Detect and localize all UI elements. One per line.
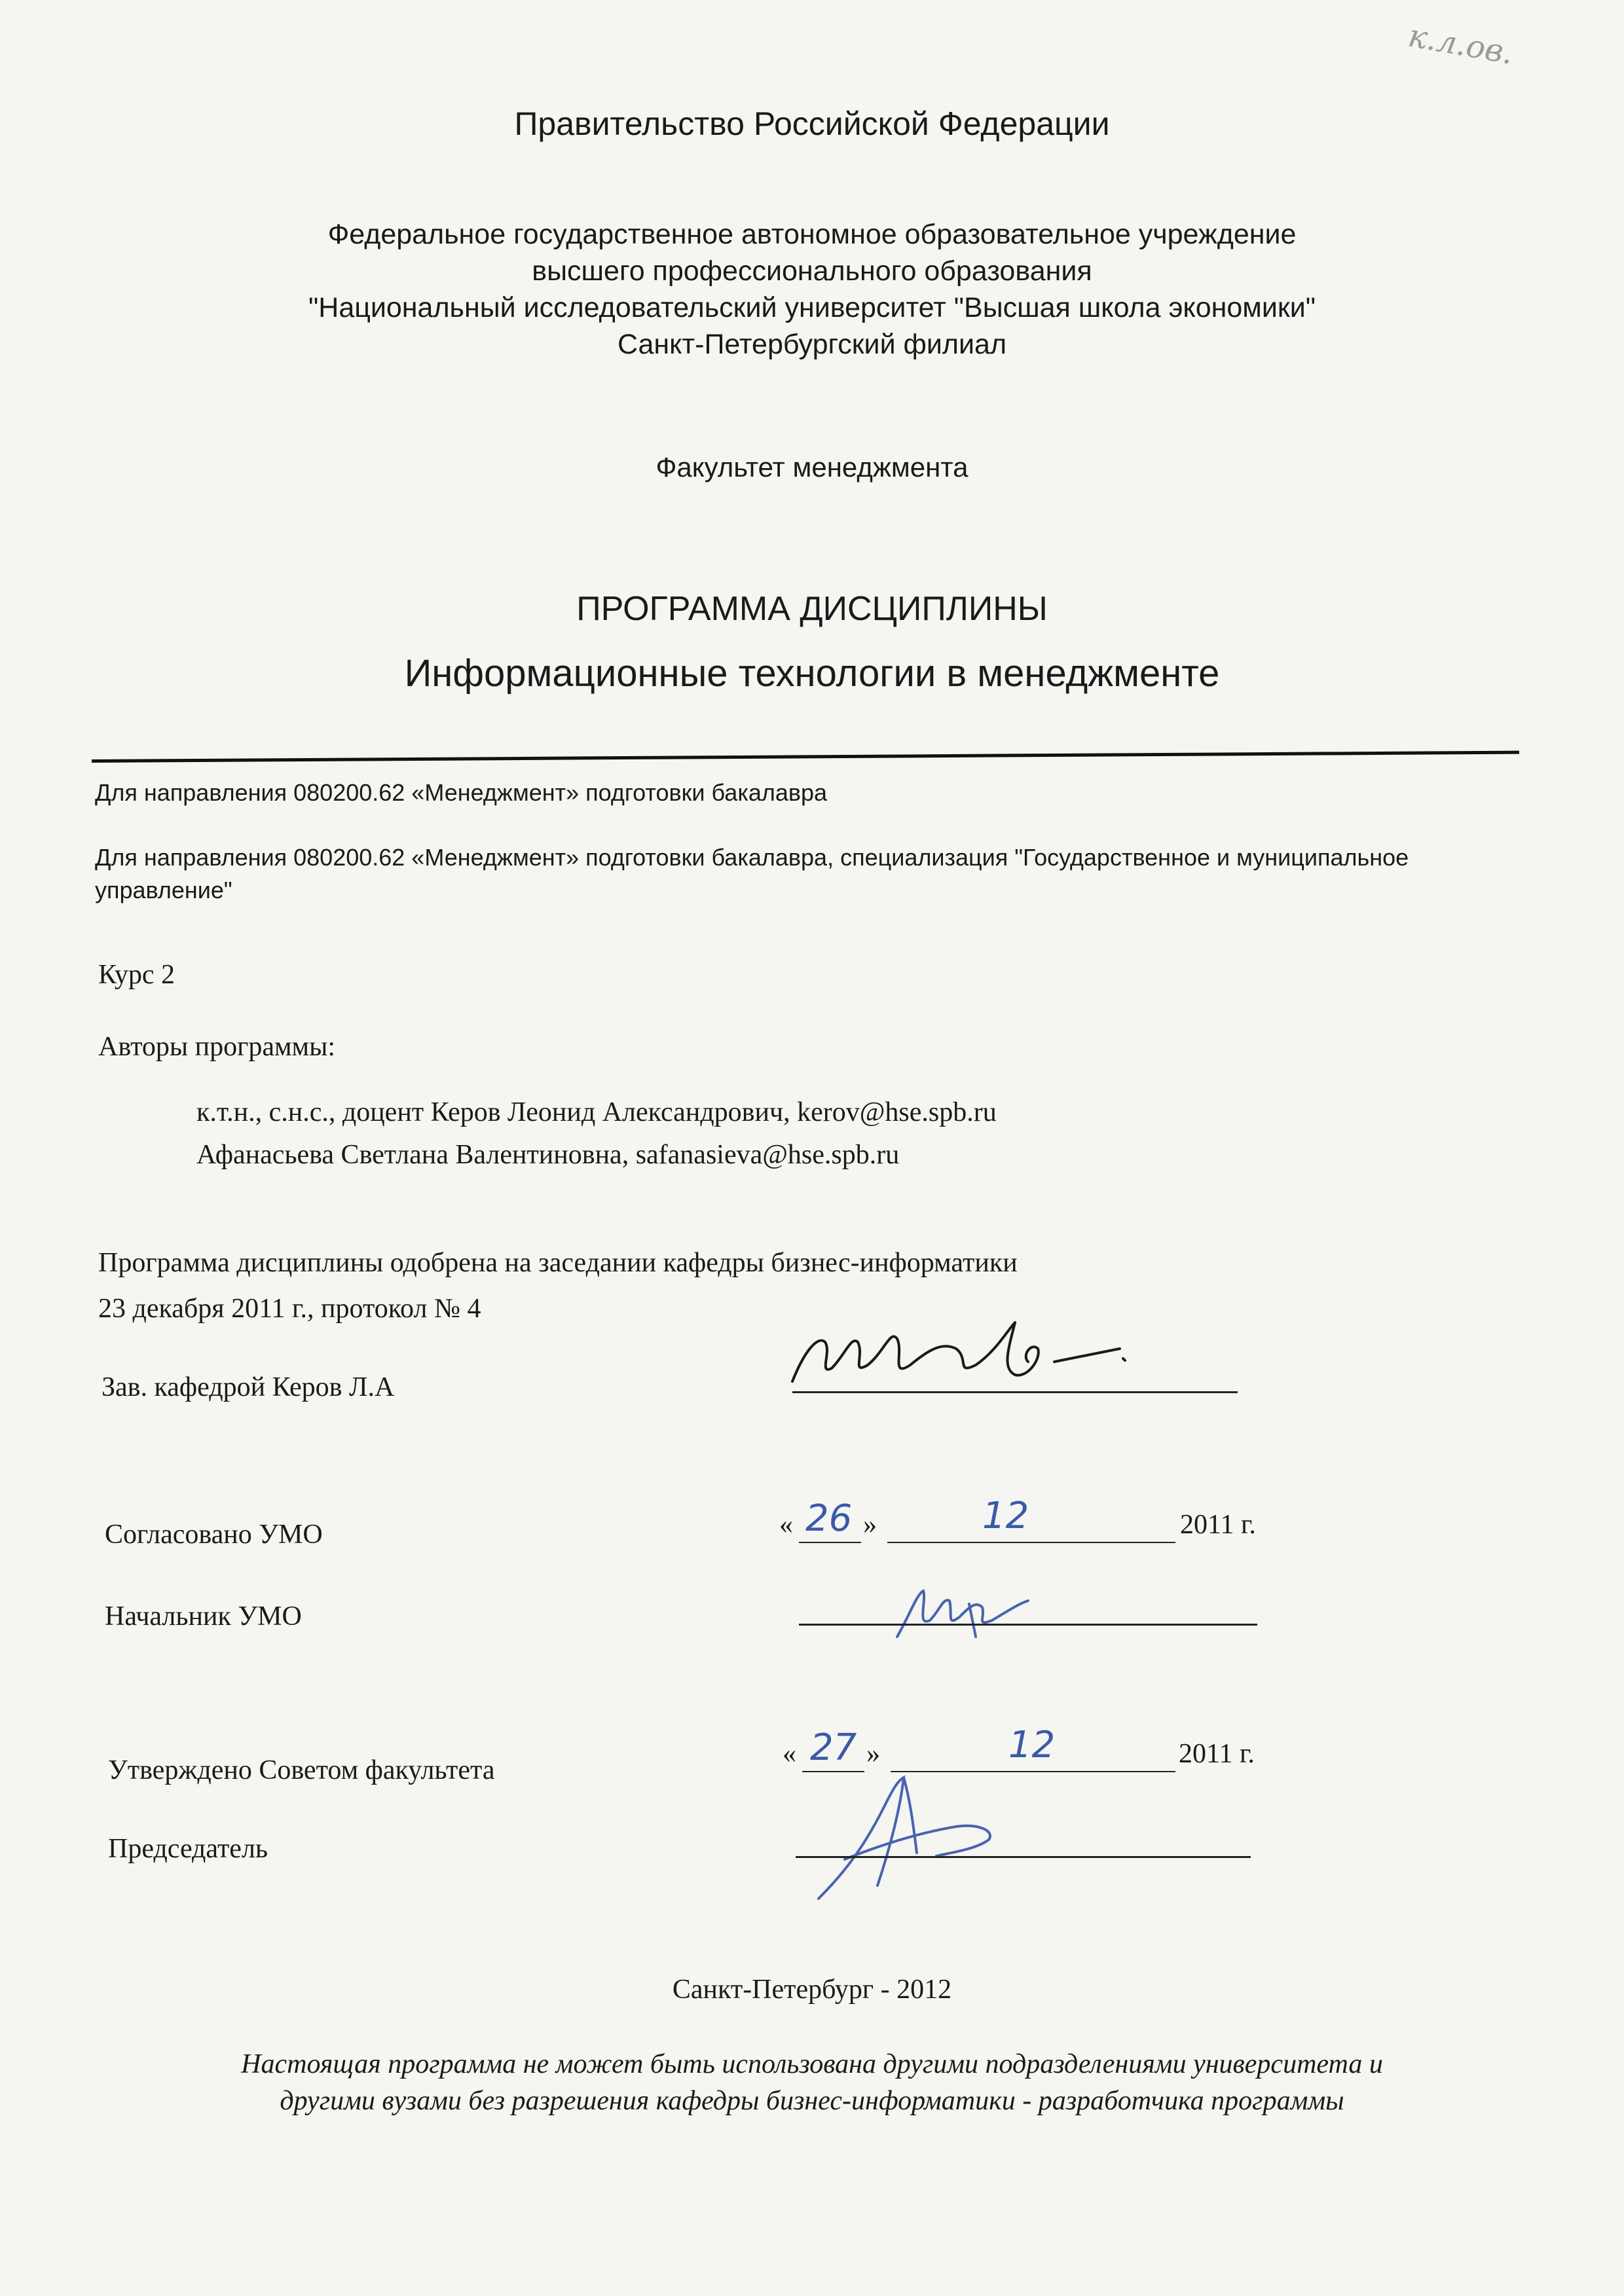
umo-head-signature-line: [799, 1624, 1257, 1626]
date-month-underline: [887, 1542, 1175, 1543]
usage-notice: [0, 2046, 1624, 2119]
author-line: Афанасьева Светлана Валентиновна, safanasieva@hse.spb.ru: [196, 1140, 900, 1170]
institution-block: [0, 216, 1624, 363]
institution-line: Санкт-Петербургский филиал: [617, 329, 1007, 360]
umo-date-month: 12: [982, 1495, 1029, 1537]
date-quote-close: »: [863, 1510, 877, 1540]
council-approved-label: Утверждено Советом факультета: [108, 1755, 495, 1785]
institution-line: "Национальный исследовательский университет "Высшая школа экономики": [308, 292, 1316, 323]
institution-line: Федеральное государственное автономное образовательное учреждение: [327, 219, 1297, 250]
umo-agreed-label: Согласовано УМО: [105, 1520, 323, 1550]
umo-head-signature: [877, 1575, 1048, 1647]
umo-date-day: 26: [805, 1497, 853, 1540]
direction-line: Для направления 080200.62 «Менеджмент» подготовки бакалавра, специализация "Государственное и муниципальное управление": [95, 844, 1409, 903]
notice-line: Настоящая программа не может быть использована другими подразделениями университета и: [241, 2049, 1383, 2079]
direction-line: Для направления 080200.62 «Менеджмент» подготовки бакалавра: [95, 779, 828, 806]
course-number: Курс 2: [98, 960, 175, 990]
approval-line: Программа дисциплины одобрена на заседании кафедры бизнес-информатики: [98, 1248, 1018, 1278]
chair-signature-line: [796, 1856, 1251, 1858]
approval-date-line: 23 декабря 2011 г., протокол № 4: [98, 1294, 481, 1324]
date-day-underline: [799, 1542, 861, 1543]
horizontal-rule: [92, 751, 1519, 763]
umo-date: [779, 1495, 1290, 1555]
council-date-month: 12: [1008, 1724, 1056, 1766]
umo-head-label: Начальник УМО: [105, 1601, 302, 1631]
chair-signature: [805, 1768, 1015, 1912]
corner-handwritten-note: к.л.ов.: [1405, 17, 1517, 72]
notice-line: другими вузами без разрешения кафедры бизнес-информатики - разработчика программы: [280, 2086, 1344, 2116]
umo-date-year: 2011 г.: [1180, 1510, 1256, 1540]
date-quote-close: »: [866, 1739, 880, 1769]
department-head-signature-line: [792, 1391, 1238, 1393]
government-heading: Правительство Российской Федерации: [514, 105, 1110, 142]
date-quote-open: «: [783, 1739, 796, 1769]
program-name: Информационные технологии в менеджменте: [404, 652, 1220, 695]
council-date-day: 27: [810, 1726, 857, 1769]
department-head-label: Зав. кафедрой Керов Л.А: [101, 1372, 395, 1402]
chair-label: Председатель: [108, 1834, 268, 1864]
institution-line: высшего профессионального образования: [532, 255, 1092, 287]
faculty-name: Факультет менеджмента: [655, 452, 969, 483]
date-quote-open: «: [779, 1510, 793, 1540]
program-title: ПРОГРАММА ДИСЦИПЛИНЫ: [576, 590, 1048, 628]
author-line: к.т.н., с.н.с., доцент Керов Леонид Александрович, kerov@hse.spb.ru: [196, 1097, 997, 1127]
city-year: Санкт-Петербург - 2012: [672, 1975, 952, 2005]
authors-label: Авторы программы:: [98, 1032, 336, 1062]
council-date-year: 2011 г.: [1179, 1739, 1255, 1769]
